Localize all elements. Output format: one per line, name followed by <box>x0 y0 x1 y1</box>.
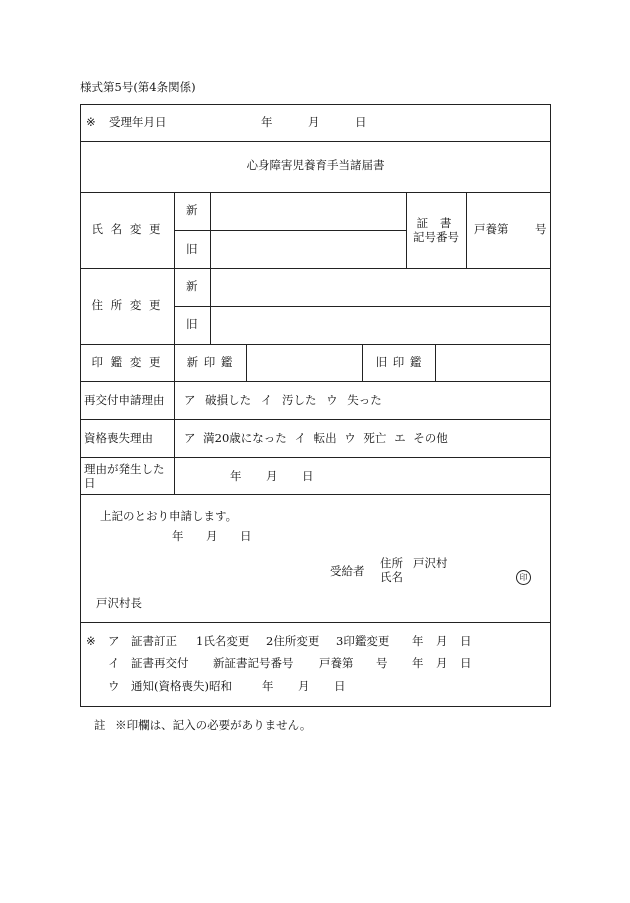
office-row1-month: 月 <box>436 634 448 648</box>
recipient-address-value: 戸沢村 <box>413 556 448 570</box>
address-change-old-label: 旧 <box>186 317 198 331</box>
form-title: 心身障害児養育手当諸届書 <box>246 158 385 172</box>
receipt-day: 日 <box>355 115 367 129</box>
office-row1-item2: 2住所変更 <box>266 634 320 648</box>
seal-change-label: 印 鑑 変 更 <box>91 355 163 369</box>
cert-number-label-1: 証 書 <box>416 216 456 230</box>
office-row3-month: 月 <box>298 679 310 693</box>
office-row2-month: 月 <box>436 656 448 670</box>
office-use-mark: ※ <box>86 634 96 648</box>
office-row3-title: 通知(資格喪失)昭和 <box>131 679 232 693</box>
reissue-reason-label: 再交付申請理由 <box>84 393 165 407</box>
address-change-new-label: 新 <box>186 279 198 293</box>
receipt-mark: ※ <box>86 115 96 129</box>
reason-date-year: 年 <box>230 469 242 483</box>
cert-number-prefix: 戸養第 <box>474 222 509 236</box>
office-row1-title: 証書訂正 <box>131 634 177 648</box>
cert-number-label-2: 記号番号 <box>413 230 459 244</box>
reissue-reason-options: ア 破損した イ 汚した ウ 失った <box>184 393 382 407</box>
declaration-text: 上記のとおり申請します。 <box>100 509 238 523</box>
reason-date-month: 月 <box>266 469 278 483</box>
office-row1-year: 年 <box>412 634 424 648</box>
old-seal-label: 旧 印 鑑 <box>375 355 423 369</box>
name-change-old-label: 旧 <box>186 242 198 256</box>
footnote: 註 ※印欄は、記入の必要がありません。 <box>94 718 312 732</box>
loss-reason-options: ア 満20歳になった イ 転出 ウ 死亡 エ その他 <box>184 431 448 445</box>
name-change-label: 氏 名 変 更 <box>91 222 163 236</box>
office-row1-item1: 1氏名変更 <box>196 634 250 648</box>
new-seal-label: 新 印 鑑 <box>186 355 234 369</box>
declaration-day: 日 <box>240 529 252 543</box>
receipt-year: 年 <box>261 115 273 129</box>
recipient-name-label: 氏名 <box>380 570 403 584</box>
office-row1-item3: 3印鑑変更 <box>336 634 390 648</box>
declaration-year: 年 <box>172 529 184 543</box>
office-row3-prefix: ウ <box>108 679 120 693</box>
office-row2-year: 年 <box>412 656 424 670</box>
office-row3-day: 日 <box>334 679 346 693</box>
office-row2-item2: 戸養第 <box>319 656 354 670</box>
name-change-new-label: 新 <box>186 203 198 217</box>
office-row2-day: 日 <box>460 656 472 670</box>
form-number: 様式第5号(第4条関係) <box>80 80 196 94</box>
office-row2-title: 証書再交付 <box>131 656 189 670</box>
reason-date-label-line1: 理由が発生した <box>84 462 165 476</box>
reason-date-day: 日 <box>302 469 314 483</box>
office-row2-item3: 号 <box>376 656 388 670</box>
office-row2-prefix: イ <box>108 656 120 670</box>
declaration-month: 月 <box>206 529 218 543</box>
receipt-label: 受理年月日 <box>109 115 167 129</box>
recipient-address-label: 住所 <box>380 556 403 570</box>
recipient-label: 受給者 <box>330 564 365 578</box>
loss-reason-label: 資格喪失理由 <box>84 431 153 445</box>
office-row2-item1: 新証書記号番号 <box>213 656 294 670</box>
cert-number-suffix: 号 <box>535 222 547 236</box>
address-change-label: 住 所 変 更 <box>91 298 163 312</box>
mayor-addressee: 戸沢村長 <box>96 596 142 610</box>
office-row1-prefix: ア <box>108 634 120 648</box>
office-row3-year: 年 <box>262 679 274 693</box>
reason-date-label-line2: 日 <box>84 476 96 490</box>
receipt-month: 月 <box>308 115 320 129</box>
office-row1-day: 日 <box>460 634 472 648</box>
seal-mark-icon: 印 <box>516 570 531 585</box>
